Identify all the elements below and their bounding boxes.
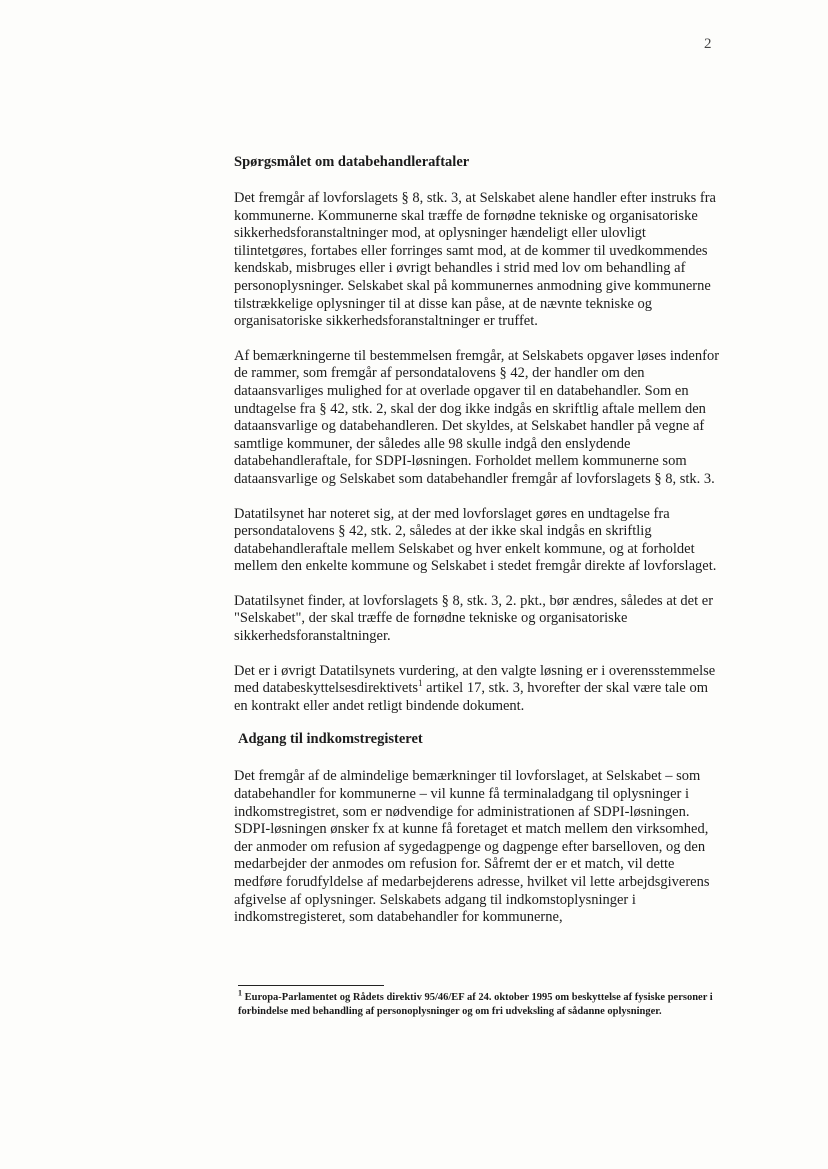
page-number: 2 (704, 36, 712, 52)
paragraph: Datatilsynet finder, at lovforslagets § 8, stk. 3, 2. pkt., bør ændres, således at det er "Selskabet", der skal træffe de fornødne tekniske og organisatoriske sikkerhedsforanstaltninger. (234, 592, 714, 645)
paragraph-text: artikel 17, stk. 3, hvorefter der skal være tale om en kontrakt eller andet retligt bindende dokument. (234, 680, 709, 714)
footnote-reference: 1 (418, 678, 423, 689)
section-heading-indkomstregisteret: Adgang til indkomstregisteret (238, 731, 423, 748)
paragraph: Datatilsynet har noteret sig, at der med lovforslaget gøres en undtagelse fra persondatalovens § 42, stk. 2, således at der ikke skal indgås en skriftlig databehandleraftale mellem Selskabet og hver enkelt kommune, og at forholdet mellem den enkelte kommune og Selskabet i stedet fremgår direkte af lovforslaget. (234, 505, 717, 575)
footnote-divider (238, 985, 384, 986)
paragraph-text: Det er i øvrigt Datatilsynets vurdering, at den valgte løsning er i overensstemmelse med databeskyttelsesdirektivets (234, 662, 716, 697)
document-body (234, 150, 720, 944)
paragraph: Af bemærkningerne til bestemmelsen fremgår, at Selskabets opgaver løses indenfor de rammer, som fremgår af persondatalovens § 42, der handler om den dataansvarliges mulighed for at overlade opgaver til en databehandler. Som en undtagelse fra § 42, stk. 2, skal der dog ikke indgås en skriftlig aftale mellem den dataansvarlige og databehandleren. Det skyldes, at Selskabet handler på vegne af samtlige kommuner, der således alle 98 skulle indgå den enslydende databehandleraftale, for SDPI-løsningen. Forholdet mellem kommunerne som dataansvarlige og Selskabet som databehandler fremgår af lovforslagets § 8, stk. 3. (234, 347, 720, 487)
footnote-marker: 1 (238, 988, 242, 998)
paragraph-with-footnote (234, 663, 720, 716)
footnote-text: Europa-Parlamentet og Rådets direktiv 95/46/EF af 24. oktober 1995 om beskyttelse af fysiske personer i forbindelse med behandling af personoplysninger og om fri udveksling af sådanne oplysninger. (238, 992, 713, 1017)
paragraph: Det fremgår af de almindelige bemærkninger til lovforslaget, at Selskabet – som databehandler for kommunerne – vil kunne få terminaladgang til oplysninger i indkomstregistret, som er nødvendige for administrationen af SDPI-løsningen. SDPI-løsningen ønsker fx at kunne få foretaget et match mellem den virksomhed, der anmoder om refusion af sygedagpenge og dagpenge efter barselloven, og den medarbejder der anmodes om refusion for. Såfremt der er et match, vil dette medføre forudfyldelse af medarbejderens adresse, hvilket vil lette arbejdsgiverens afgivelse af oplysninger. Selskabets adgang til indkomstoplysninger i indkomstregisteret, som databehandler for kommunerne, (234, 768, 710, 926)
section-heading-databehandleraftaler: Spørgsmålet om databehandleraftaler (234, 154, 470, 170)
paragraph: Det fremgår af lovforslagets § 8, stk. 3, at Selskabet alene handler efter instruks fra kommunerne. Kommunerne skal træffe de fornødne tekniske og organisatoriske sikkerhedsforanstaltninger mod, at oplysninger hændeligt eller ulovligt tilintetgøres, fortabes eller forringes samt mod, at de kommer til uvedkommendes kendskab, misbruges eller i øvrigt behandles i strid med lov om behandling af personoplysninger. Selskabet skal på kommunernes anmodning give kommunerne tilstrækkelige oplysninger til at disse kan påse, at de nævnte tekniske og organisatoriske sikkerhedsforanstaltninger er truffet. (234, 190, 716, 330)
footnote (238, 988, 718, 1019)
